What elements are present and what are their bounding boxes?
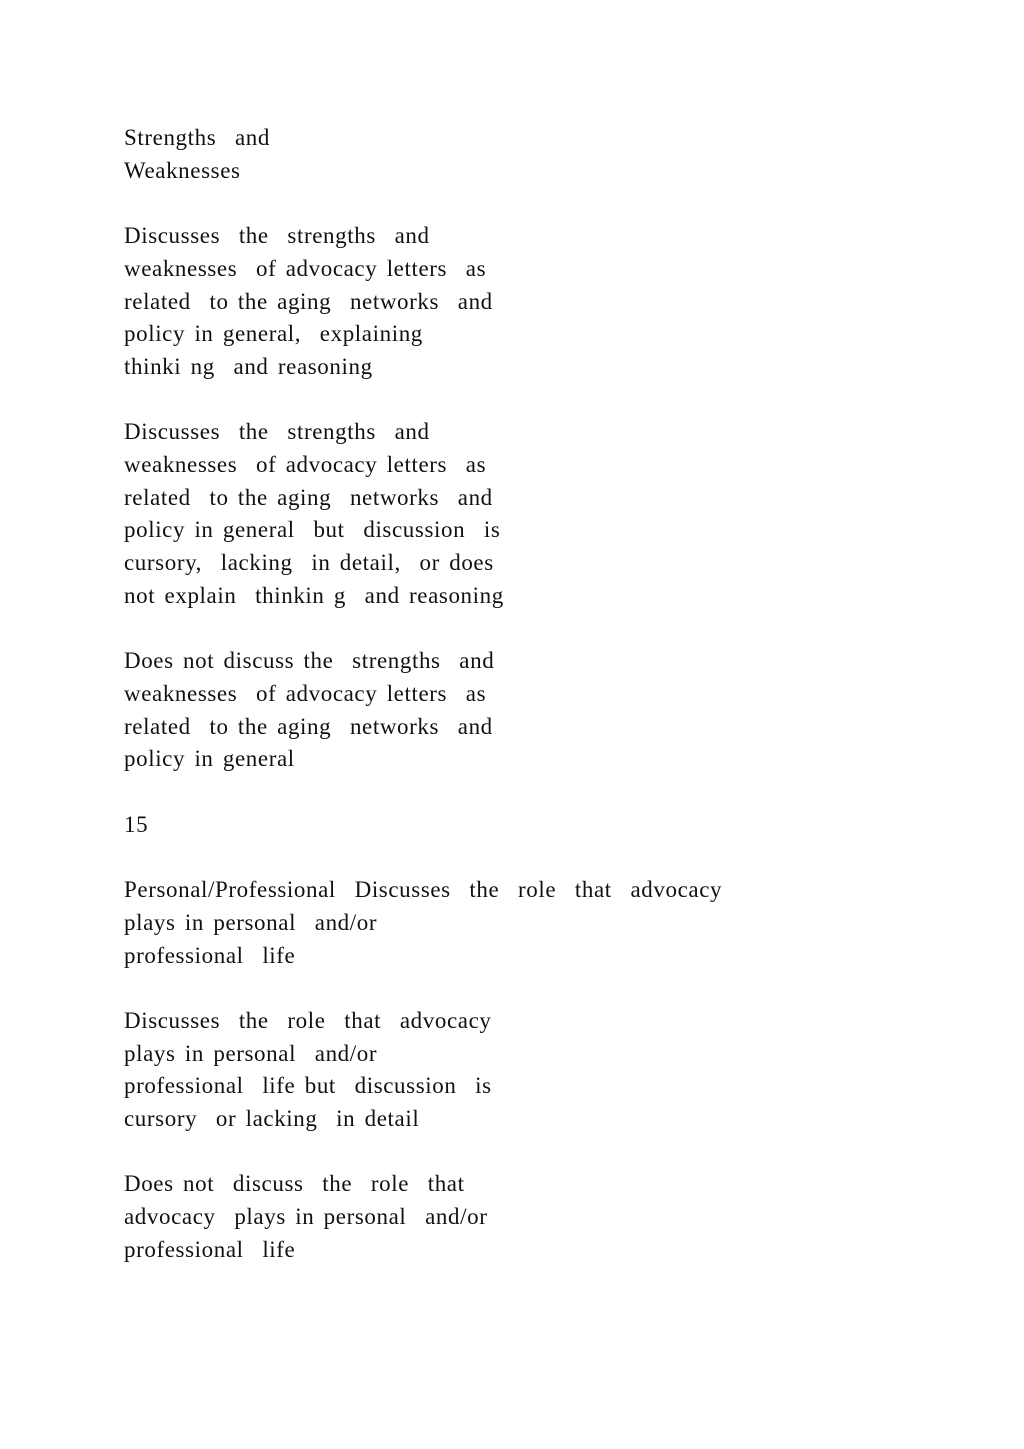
text-line: policy in general, explaining [124, 321, 423, 347]
text-line: policy in general [124, 746, 295, 772]
text-line: thinki ng and reasoning [124, 353, 373, 379]
points-value [124, 809, 984, 842]
text-line: Discusses the role that advocacy [124, 1007, 492, 1033]
criterion-missing-strengths [124, 645, 984, 776]
document-page [124, 122, 984, 1267]
text-line: Discusses the strengths and [124, 419, 430, 445]
text-line: related to the aging networks and [124, 484, 493, 510]
text-line: Does not discuss the strengths and [124, 648, 495, 674]
text-line: related to the aging networks and [124, 713, 493, 739]
text-line: not explain thinkin g and reasoning [124, 582, 504, 608]
text-line: professional life [124, 1236, 296, 1262]
text-line: advocacy plays in personal and/or [124, 1204, 488, 1230]
text-line: 15 [124, 811, 149, 837]
text-line: Personal/Professional Discusses the role that advocacy [124, 877, 723, 903]
text-line: weaknesses of advocacy letters as [124, 255, 487, 281]
text-line: Does not discuss the role that [124, 1171, 465, 1197]
text-line: professional life but discussion is [124, 1073, 492, 1099]
text-line: plays in personal and/or [124, 1040, 378, 1066]
text-line: plays in personal and/or [124, 909, 378, 935]
criterion-missing-personal-professional [124, 1168, 984, 1266]
section-heading-strengths-weaknesses [124, 122, 984, 187]
text-line: Discusses the strengths and [124, 223, 430, 249]
text-line: weaknesses of advocacy letters as [124, 680, 487, 706]
criterion-partial-personal-professional [124, 1005, 984, 1136]
criterion-exemplary-personal-professional [124, 874, 984, 972]
criterion-exemplary-strengths [124, 220, 984, 384]
text-line: Weaknesses [124, 157, 241, 183]
text-line: cursory or lacking in detail [124, 1106, 420, 1131]
text-line: weaknesses of advocacy letters as [124, 452, 487, 477]
text-line: Strengths and [124, 125, 270, 150]
text-line: professional life [124, 942, 296, 968]
text-line: cursory, lacking in detail, or does [124, 550, 494, 576]
text-line: related to the aging networks and [124, 288, 493, 314]
text-line: policy in general but discussion is [124, 517, 501, 543]
criterion-partial-strengths [124, 416, 984, 612]
